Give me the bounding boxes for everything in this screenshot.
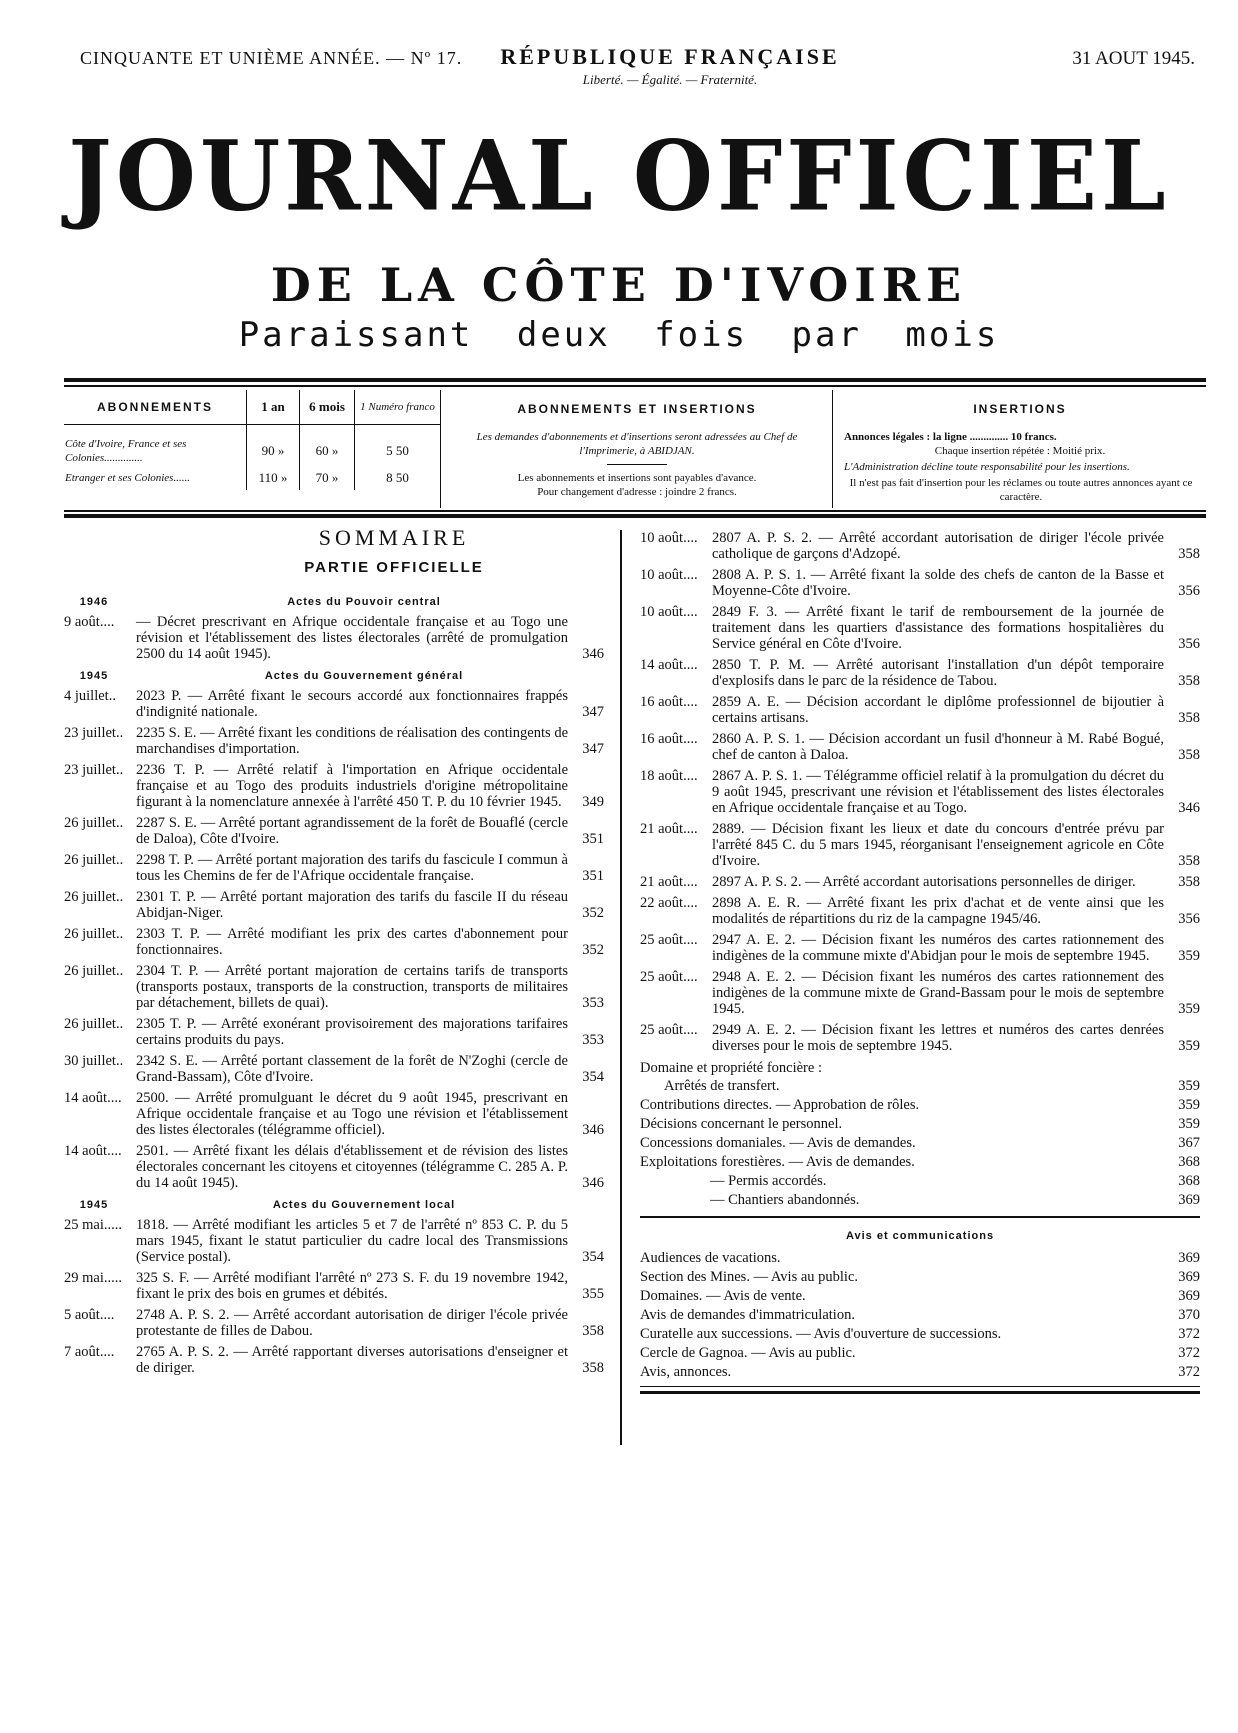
row-cote-numero: 5 50: [386, 442, 409, 458]
insertions-text-3: L'Administration décline toute responsabilité pour les insertions.: [844, 461, 1130, 473]
avis-row: [640, 1326, 1200, 1342]
entry-page: 358: [1178, 747, 1200, 763]
sommaire-right-column: [640, 530, 1200, 1398]
mid-text-1: Les demandes d'abonnements et d'insertions seront adressées au Chef de l'Imprimerie, à ABIDJAN.: [476, 431, 798, 457]
entry-page: 356: [1178, 636, 1200, 652]
summary-entry: [64, 889, 604, 921]
sommaire-title: SOMMAIRE: [318, 525, 470, 550]
entry-text: 2808 A. P. S. 1. — Arrêté fixant la solde des chefs de canton de la Basse et Moyenne-Côte d'Ivoire.: [712, 567, 1164, 599]
row-cote-6mois: 60 »: [300, 424, 355, 466]
misc-row: [640, 1192, 1200, 1208]
row-text: Exploitations forestières. — Avis de demandes.: [640, 1154, 915, 1170]
abonnements-table: [64, 390, 440, 490]
row-page: 359: [1178, 1078, 1200, 1094]
row-cote-1an: 90 »: [247, 424, 300, 466]
row-text: — Permis accordés.: [710, 1173, 827, 1189]
avis-row: [640, 1250, 1200, 1266]
entry-page: 358: [1178, 673, 1200, 689]
section-header: [64, 1197, 604, 1213]
entry-page: 347: [582, 741, 604, 757]
section-header: [64, 668, 604, 684]
row-cote-label: Côte d'Ivoire, France et ses Colonies..............: [64, 424, 247, 466]
entry-text: 2500. — Arrêté promulguant le décret du 9 août 1945, prescrivant en Afrique occidentale française et au Togo une révision et l'établissement des listes électorales (télégramme officiel).: [136, 1090, 568, 1138]
entry-date: 26 juillet..: [64, 1016, 124, 1032]
top-rule: [64, 378, 1206, 382]
entry-text: 2867 A. P. S. 1. — Télégramme officiel relatif à la promulgation du décret du 9 août 1945, prescrivant une révision et l'établissement des listes électorales en Afrique occidentale française et au Togo.: [712, 768, 1164, 816]
row-page: 369: [1178, 1249, 1200, 1266]
entry-page: 354: [582, 1249, 604, 1265]
entry-date: 25 août....: [640, 969, 698, 985]
row-page: 370: [1178, 1306, 1200, 1323]
summary-entry: [640, 895, 1200, 927]
entry-date: 4 juillet..: [64, 688, 116, 704]
entry-page: 359: [1178, 1001, 1200, 1017]
end-rule: [640, 1386, 1200, 1388]
entry-date: 21 août....: [640, 821, 698, 837]
summary-entry: [64, 1053, 604, 1085]
entry-date: 14 août....: [64, 1143, 122, 1159]
row-text: Avis de demandes d'immatriculation.: [640, 1306, 855, 1323]
bottom-rule: [64, 514, 1206, 518]
col-1an: 1 an: [247, 390, 300, 424]
entry-page: 355: [582, 1286, 604, 1302]
mid-text-3: Pour changement d'adresse : joindre 2 francs.: [537, 486, 737, 498]
entry-text: 2304 T. P. — Arrêté portant majoration de certains tarifs de transports (transports postaux, transports de la construction, transports de militaires par détachement, billets de quai).: [136, 963, 568, 1011]
row-etranger-label: Etranger et ses Colonies......: [64, 466, 247, 490]
sommaire-left-column: [64, 525, 604, 1381]
misc-row: [640, 1154, 1200, 1170]
entry-page: 358: [1178, 710, 1200, 726]
entry-page: 346: [1178, 800, 1200, 816]
avis-row: [640, 1345, 1200, 1361]
row-page: 372: [1178, 1344, 1200, 1361]
domaine-title: Domaine et propriété foncière :: [640, 1060, 822, 1076]
summary-entry: [64, 688, 604, 720]
summary-entry: [64, 1307, 604, 1339]
section-year: 1945: [79, 670, 109, 682]
entry-date: 14 août....: [640, 657, 698, 673]
entry-text: 2889. — Décision fixant les lieux et date du concours d'entrée prévu par l'arrêté 845 C. du 5 mars 1945, réorganisant l'enseignement agricole en Côte d'Ivoire.: [712, 821, 1164, 869]
mid-text-2: Les abonnements et insertions sont payables d'avance.: [517, 472, 757, 484]
entry-page: 358: [1178, 546, 1200, 562]
summary-entry: [64, 762, 604, 810]
avis-rows: [640, 1250, 1200, 1380]
entry-text: 2948 A. E. 2. — Décision fixant les numéros des cartes rationnement des indigènes de la commune mixte de Grand-Bassam pour le mois de septembre 1945.: [712, 969, 1164, 1017]
entry-text: 2501. — Arrêté fixant les délais d'établissement et de révision des listes électorales concernant les citoyens et citoyennes (télégramme C. 285 A. P. du 14 août 1945).: [136, 1143, 568, 1191]
misc-row: [640, 1173, 1200, 1189]
insertions-text-2: Chaque insertion répétée : Moitié prix.: [934, 445, 1106, 457]
issue-date: 31 AOUT 1945.: [1072, 48, 1195, 69]
entry-date: 7 août....: [64, 1344, 115, 1360]
bottom-rule-thin: [64, 510, 1206, 512]
summary-entry: [640, 567, 1200, 599]
col-numero: 1 Numéro franco: [355, 390, 441, 424]
journal-title: JOURNAL OFFICIEL: [68, 119, 1170, 233]
entry-text: 2765 A. P. S. 2. — Arrêté rapportant diverses autorisations d'enseigner et de diriger.: [136, 1344, 568, 1376]
header-line: [80, 44, 1195, 87]
misc-row: [640, 1135, 1200, 1151]
entry-text: 1818. — Arrêté modifiant les articles 5 et 7 de l'arrêté nº 853 C. P. du 5 mars 1945, fixant le statut particulier du cadre local des Transmissions (Service postal).: [136, 1217, 568, 1265]
entry-text: 2305 T. P. — Arrêté exonérant provisoirement des majorations tarifaires certains produits du pays.: [136, 1016, 568, 1048]
entry-page: 358: [582, 1360, 604, 1376]
republic-label: RÉPUBLIQUE FRANÇAISE: [500, 44, 840, 69]
entry-date: 14 août....: [64, 1090, 122, 1106]
summary-entry: [64, 614, 604, 662]
entry-text: 2807 A. P. S. 2. — Arrêté accordant autorisation de diriger l'école privée catholique de garçons d'Adzopé.: [712, 530, 1164, 562]
entry-page: 356: [1178, 911, 1200, 927]
row-text: Arrêtés de transfert.: [664, 1078, 780, 1094]
entry-page: 358: [1178, 853, 1200, 869]
entry-page: 347: [582, 704, 604, 720]
entry-text: 2236 T. P. — Arrêté relatif à l'importation en Afrique occidentale française et au Togo des produits industriels d'origine métropolitaine figurant à la nomenclature annexée à l'arrêté 450 T. P. du 10 février 1945.: [136, 762, 568, 810]
entry-text: 2947 A. E. 2. — Décision fixant les numéros des cartes rationnement des indigènes de la commune mixte d'Abidjan pour le mois de septembre 1945.: [712, 932, 1164, 964]
abonnements-column: [64, 390, 441, 508]
summary-entry: [640, 969, 1200, 1017]
summary-entry: [64, 815, 604, 847]
entry-text: 2287 S. E. — Arrêté portant agrandissement de la forêt de Bouaflé (cercle de Daloa), Côte d'Ivoire.: [136, 815, 568, 847]
right-entries: [640, 530, 1200, 1054]
entry-text: 2023 P. — Arrêté fixant le secours accordé aux fonctionnaires frappés d'indignité nationale.: [136, 688, 568, 720]
avis-title: Avis et communications: [845, 1229, 995, 1242]
row-text: — Chantiers abandonnés.: [710, 1192, 860, 1208]
summary-entry: [640, 731, 1200, 763]
entry-page: 358: [1178, 874, 1200, 890]
row-page: 369: [1178, 1268, 1200, 1285]
entry-text: 2235 S. E. — Arrêté fixant les conditions de réalisation des contingents de marchandises d'importation.: [136, 725, 568, 757]
col-6mois: 6 mois: [300, 390, 355, 424]
row-page: 369: [1178, 1287, 1200, 1304]
entry-page: 353: [582, 995, 604, 1011]
journal-subtitle: DE LA CÔTE D'IVOIRE: [270, 258, 968, 312]
entry-page: 352: [582, 905, 604, 921]
summary-entry: [640, 657, 1200, 689]
left-sections: [64, 594, 604, 1376]
entry-date: 26 juillet..: [64, 889, 124, 905]
row-text: Décisions concernant le personnel.: [640, 1116, 843, 1132]
insertions-header: INSERTIONS: [973, 402, 1067, 416]
entry-page: 349: [582, 794, 604, 810]
summary-entry: [64, 1090, 604, 1138]
summary-entry: [64, 1217, 604, 1265]
entry-text: 2301 T. P. — Arrêté portant majoration des tarifs du fascile II du réseau Abidjan-Niger.: [136, 889, 568, 921]
partie-officielle-title: PARTIE OFFICIELLE: [304, 559, 484, 576]
row-page: 359: [1178, 1116, 1200, 1132]
entry-page: 358: [582, 1323, 604, 1339]
entry-date: 30 juillet..: [64, 1053, 124, 1069]
section-header: [64, 594, 604, 610]
row-etranger-1an: 110 »: [247, 466, 300, 490]
row-page: 368: [1178, 1154, 1200, 1170]
summary-entry: [64, 963, 604, 1011]
entry-date: 10 août....: [640, 567, 698, 583]
summary-entry: [640, 932, 1200, 964]
entry-page: 346: [582, 1175, 604, 1191]
entry-date: 26 juillet..: [64, 815, 124, 831]
misc-row: [640, 1078, 1200, 1094]
entry-date: 10 août....: [640, 604, 698, 620]
row-text: Section des Mines. — Avis au public.: [640, 1268, 859, 1285]
row-text: Cercle de Gagnoa. — Avis au public.: [640, 1344, 856, 1361]
mid-divider: [607, 464, 667, 465]
entry-text: 2342 S. E. — Arrêté portant classement de la forêt de N'Zoghi (cercle de Grand-Bassam), Côte d'Ivoire.: [136, 1053, 568, 1085]
misc-row: [640, 1097, 1200, 1113]
row-page: 372: [1178, 1325, 1200, 1342]
entry-page: 352: [582, 942, 604, 958]
motto: Liberté. — Égalité. — Fraternité.: [582, 72, 758, 87]
entry-date: 16 août....: [640, 694, 698, 710]
summary-entry: [640, 768, 1200, 816]
entry-page: 351: [582, 831, 604, 847]
row-text: Audiences de vacations.: [640, 1249, 781, 1266]
entry-text: 2303 T. P. — Arrêté modifiant les prix des cartes d'abonnement pour fonctionnaires.: [136, 926, 568, 958]
entry-date: 18 août....: [640, 768, 698, 784]
section-title: Actes du Gouvernement local: [272, 1199, 456, 1211]
column-divider: [620, 530, 622, 1445]
summary-entry: [64, 852, 604, 884]
top-rule-thin: [64, 385, 1206, 387]
end-rule-thick: [640, 1391, 1200, 1394]
entry-text: 325 S. F. — Arrêté modifiant l'arrêté nº 273 S. F. du 19 novembre 1942, fixant le prix des bois en grumes et débités.: [136, 1270, 568, 1302]
section-title: Actes du Pouvoir central: [287, 596, 441, 608]
row-page: 367: [1178, 1135, 1200, 1151]
avis-row: [640, 1364, 1200, 1380]
row-page: 372: [1178, 1363, 1200, 1380]
entry-text: 2850 T. P. M. — Arrêté autorisant l'installation d'un dépôt temporaire d'explosifs dans le parc de la résidence de Tabou.: [712, 657, 1164, 689]
section-title: Actes du Gouvernement général: [264, 670, 464, 682]
entry-page: 346: [582, 646, 604, 662]
avis-rule: [640, 1216, 1200, 1218]
section-year: 1946: [79, 596, 109, 608]
summary-entry: [64, 1143, 604, 1191]
row-page: 369: [1178, 1192, 1200, 1208]
subscription-box: [64, 390, 1206, 508]
entry-page: 359: [1178, 948, 1200, 964]
summary-entry: [640, 1022, 1200, 1054]
summary-entry: [64, 1344, 604, 1376]
row-text: Avis, annonces.: [640, 1363, 732, 1380]
entry-text: 2949 A. E. 2. — Décision fixant les lettres et numéros des cartes denrées diverses pour le mois de septembre 1945.: [712, 1022, 1164, 1054]
row-text: Curatelle aux successions. — Avis d'ouverture de successions.: [640, 1325, 1002, 1342]
summary-entry: [640, 874, 1200, 890]
entry-date: 26 juillet..: [64, 963, 124, 979]
entry-date: 29 mai.....: [64, 1270, 122, 1286]
entry-date: 22 août....: [640, 895, 698, 911]
entry-text: 2859 A. E. — Décision accordant le diplôme professionnel de bijoutier à certains artisans.: [712, 694, 1164, 726]
summary-entry: [640, 694, 1200, 726]
entry-text: 2748 A. P. S. 2. — Arrêté accordant autorisation de diriger l'école privée protestante de filles de Dabou.: [136, 1307, 568, 1339]
journal-frequency: Paraissant deux fois par mois: [238, 315, 1000, 355]
entry-date: 23 juillet..: [64, 762, 124, 778]
avis-row: [640, 1307, 1200, 1323]
issue-number: CINQUANTE ET UNIÈME ANNÉE. — Nº 17.: [80, 48, 463, 68]
summary-entry: [640, 530, 1200, 562]
summary-entry: [64, 926, 604, 958]
abonnements-header: ABONNEMENTS: [64, 390, 247, 424]
entry-text: — Décret prescrivant en Afrique occidentale française et au Togo une révision et l'établissement des listes électorales (arrêté de promulgation 2500 du 14 août 1945).: [136, 614, 568, 662]
row-etranger-numero: 8 50: [386, 469, 409, 485]
entry-text: 2897 A. P. S. 2. — Arrêté accordant autorisations personnelles de diriger.: [712, 874, 1136, 890]
misc-row: [640, 1116, 1200, 1132]
entry-text: 2849 F. 3. — Arrêté fixant le tarif de remboursement de la journée de traitement dans les quartiers d'assistance des formations hospitalières du Service général en Côte d'Ivoire.: [712, 604, 1164, 652]
entry-text: 2860 A. P. S. 1. — Décision accordant un fusil d'honneur à M. Rabé Bogué, chef de canton à Daloa.: [712, 731, 1164, 763]
summary-entry: [640, 821, 1200, 869]
summary-entry: [64, 1270, 604, 1302]
mid-header: ABONNEMENTS ET INSERTIONS: [517, 402, 757, 416]
entry-date: 25 août....: [640, 932, 698, 948]
summary-entry: [640, 604, 1200, 652]
row-text: Concessions domaniales. — Avis de demandes.: [640, 1135, 916, 1151]
row-etranger-6mois: 70 »: [300, 466, 355, 490]
avis-row: [640, 1269, 1200, 1285]
entry-date: 25 août....: [640, 1022, 698, 1038]
abonnements-insertions-column: [442, 390, 833, 508]
summary-entry: [64, 1016, 604, 1048]
row-page: 368: [1178, 1173, 1200, 1189]
entry-page: 346: [582, 1122, 604, 1138]
summary-entry: [64, 725, 604, 757]
entry-date: 16 août....: [640, 731, 698, 747]
row-page: 359: [1178, 1097, 1200, 1113]
entry-date: 26 juillet..: [64, 926, 124, 942]
entry-date: 10 août....: [640, 530, 698, 546]
misc-rows: [640, 1078, 1200, 1208]
entry-text: 2898 A. E. R. — Arrêté fixant les prix d'achat et de vente ainsi que les modalités de répartitions du riz de la campagne 1945/46.: [712, 895, 1164, 927]
entry-date: 26 juillet..: [64, 852, 124, 868]
row-text: Domaines. — Avis de vente.: [640, 1287, 806, 1304]
entry-date: 23 juillet..: [64, 725, 124, 741]
section-year: 1945: [79, 1199, 109, 1211]
entry-page: 359: [1178, 1038, 1200, 1054]
insertions-text-4: Il n'est pas fait d'insertion pour les réclames ou toute autres annonces ayant ce caractère.: [849, 477, 1193, 503]
entry-page: 356: [1178, 583, 1200, 599]
insertions-column: [834, 390, 1206, 508]
entry-page: 353: [582, 1032, 604, 1048]
entry-date: 21 août....: [640, 874, 698, 890]
row-text: Contributions directes. — Approbation de rôles.: [640, 1097, 920, 1113]
entry-page: 351: [582, 868, 604, 884]
entry-text: 2298 T. P. — Arrêté portant majoration des tarifs du fascicule I commun à tous les Chemins de fer de l'Afrique occidentale française.: [136, 852, 568, 884]
avis-row: [640, 1288, 1200, 1304]
entry-page: 354: [582, 1069, 604, 1085]
insertions-text-1: Annonces légales : la ligne .............. 10 francs.: [844, 431, 1057, 443]
entry-date: 25 mai.....: [64, 1217, 122, 1233]
entry-date: 5 août....: [64, 1307, 115, 1323]
entry-date: 9 août....: [64, 614, 115, 630]
